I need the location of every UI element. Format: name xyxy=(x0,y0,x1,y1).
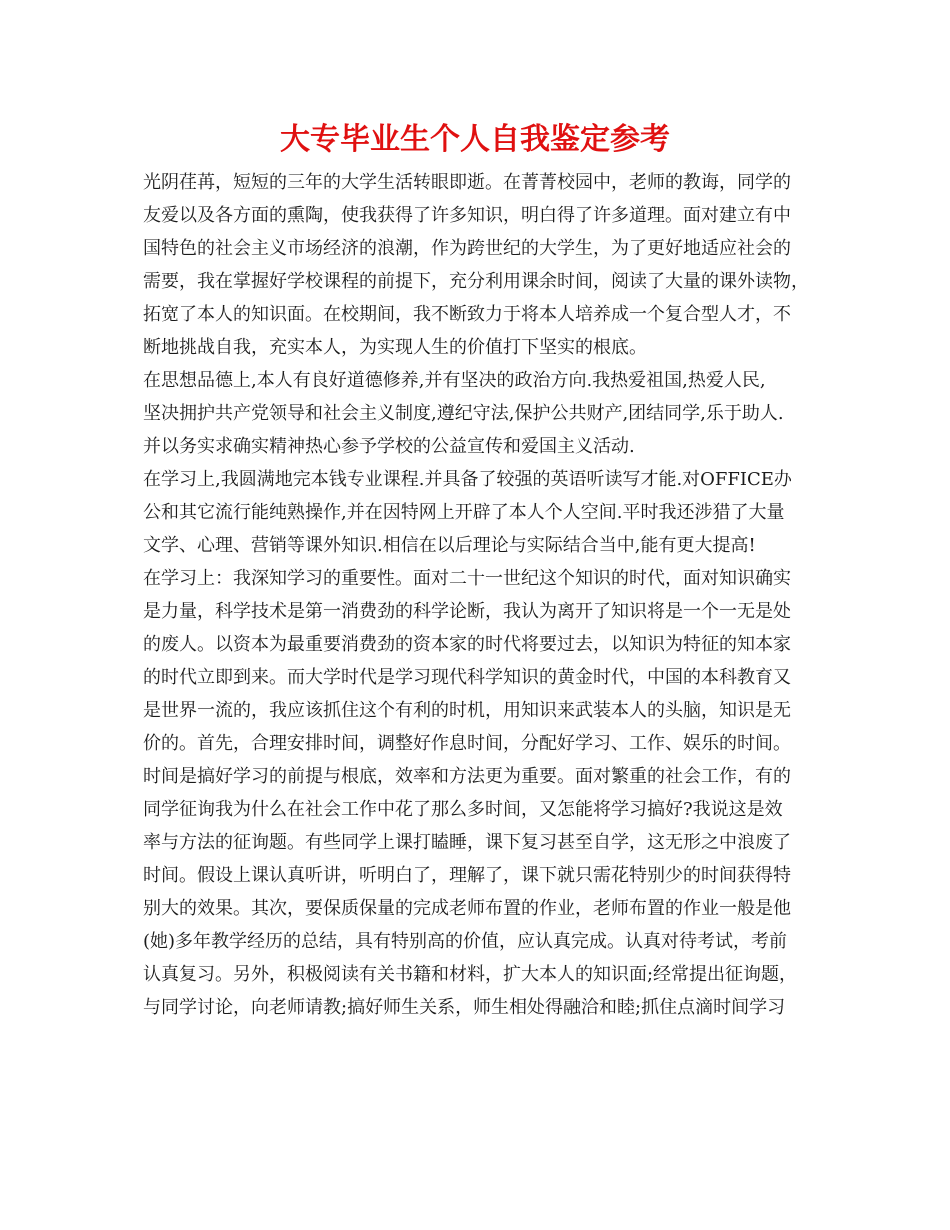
text-line: 与同学讨论，向老师请教;搞好师生关系，师生相处得融洽和睦;抓住点滴时间学习 xyxy=(143,997,786,1018)
text-line: 别大的效果。其次，要保质保量的完成老师布置的作业，老师布置的作业一般是他 xyxy=(143,898,791,919)
document-title: 大专毕业生个人自我鉴定参考 xyxy=(280,122,670,157)
text-line: (她)多年教学经历的总结，具有特别高的价值，应认真完成。认真对待考试，考前 xyxy=(143,931,788,952)
text-line: 价的。首先，合理安排时间，调整好作息时间，分配好学习、工作、娱乐的时间。 xyxy=(143,733,791,754)
text-line: 时间是搞好学习的前提与根底，效率和方法更为重要。面对繁重的社会工作，有的 xyxy=(143,766,791,787)
text-line: 在学习上：我深知学习的重要性。面对二十一世纪这个知识的时代，面对知识确实 xyxy=(143,568,791,589)
text-line: 公和其它流行能纯熟操作,并在因特网上开辟了本人个人空间.平时我还涉猎了大量 xyxy=(143,502,785,523)
text-line: 光阴荏苒，短短的三年的大学生活转眼即逝。在菁菁校园中，老师的教诲，同学的 xyxy=(143,172,791,193)
text-line: 坚决拥护共产党领导和社会主义制度,遵纪守法,保护公共财产,团结同学,乐于助人. xyxy=(143,403,784,424)
text-line: 时间。假设上课认真听讲，听明白了，理解了，课下就只需花特别少的时间获得特 xyxy=(143,865,791,886)
text-line: 国特色的社会主义市场经济的浪潮，作为跨世纪的大学生，为了更好地适应社会的 xyxy=(143,238,791,259)
text-line: 的时代立即到来。而大学时代是学习现代科学知识的黄金时代，中国的本科教育又 xyxy=(143,667,791,688)
text-line: 是力量，科学技术是第一消费劲的科学论断，我认为离开了知识将是一个一无是处 xyxy=(143,601,791,622)
text-line: 是世界一流的，我应该抓住这个有利的时机，用知识来武装本人的头脑，知识是无 xyxy=(143,700,791,721)
text-line: 在学习上,我圆满地完本钱专业课程.并具备了较强的英语听读写才能.对OFFICE办 xyxy=(143,469,792,490)
text-line: 断地挑战自我，充实本人，为实现人生的价值打下坚实的根底。 xyxy=(143,337,647,358)
document-body xyxy=(143,166,823,1024)
text-line: 文学、心理、营销等课外知识.相信在以后理论与实际结合当中,能有更大提高! xyxy=(143,535,756,556)
text-line: 率与方法的征询题。有些同学上课打瞌睡，课下复习甚至自学，这无形之中浪废了 xyxy=(143,832,791,853)
text-line: 拓宽了本人的知识面。在校期间，我不断致力于将本人培养成一个复合型人才，不 xyxy=(143,304,791,325)
text-line: 认真复习。另外，积极阅读有关书籍和材料，扩大本人的知识面;经常提出征询题， xyxy=(143,964,798,985)
text-line: 在思想品德上,本人有良好道德修养,并有坚决的政治方向.我热爱祖国,热爱人民, xyxy=(143,370,766,391)
text-line: 并以务实求确实精神热心参予学校的公益宣传和爱国主义活动. xyxy=(143,436,635,457)
text-line: 的废人。以资本为最重要消费劲的资本家的时代将要过去，以知识为特征的知本家 xyxy=(143,634,791,655)
text-line: 友爱以及各方面的熏陶，使我获得了许多知识，明白得了许多道理。面对建立有中 xyxy=(143,205,791,226)
text-line: 同学征询我为什么在社会工作中花了那么多时间，又怎能将学习搞好?我说这是效 xyxy=(143,799,783,820)
text-line: 需要，我在掌握好学校课程的前提下，充分利用课余时间，阅读了大量的课外读物， xyxy=(143,271,809,292)
